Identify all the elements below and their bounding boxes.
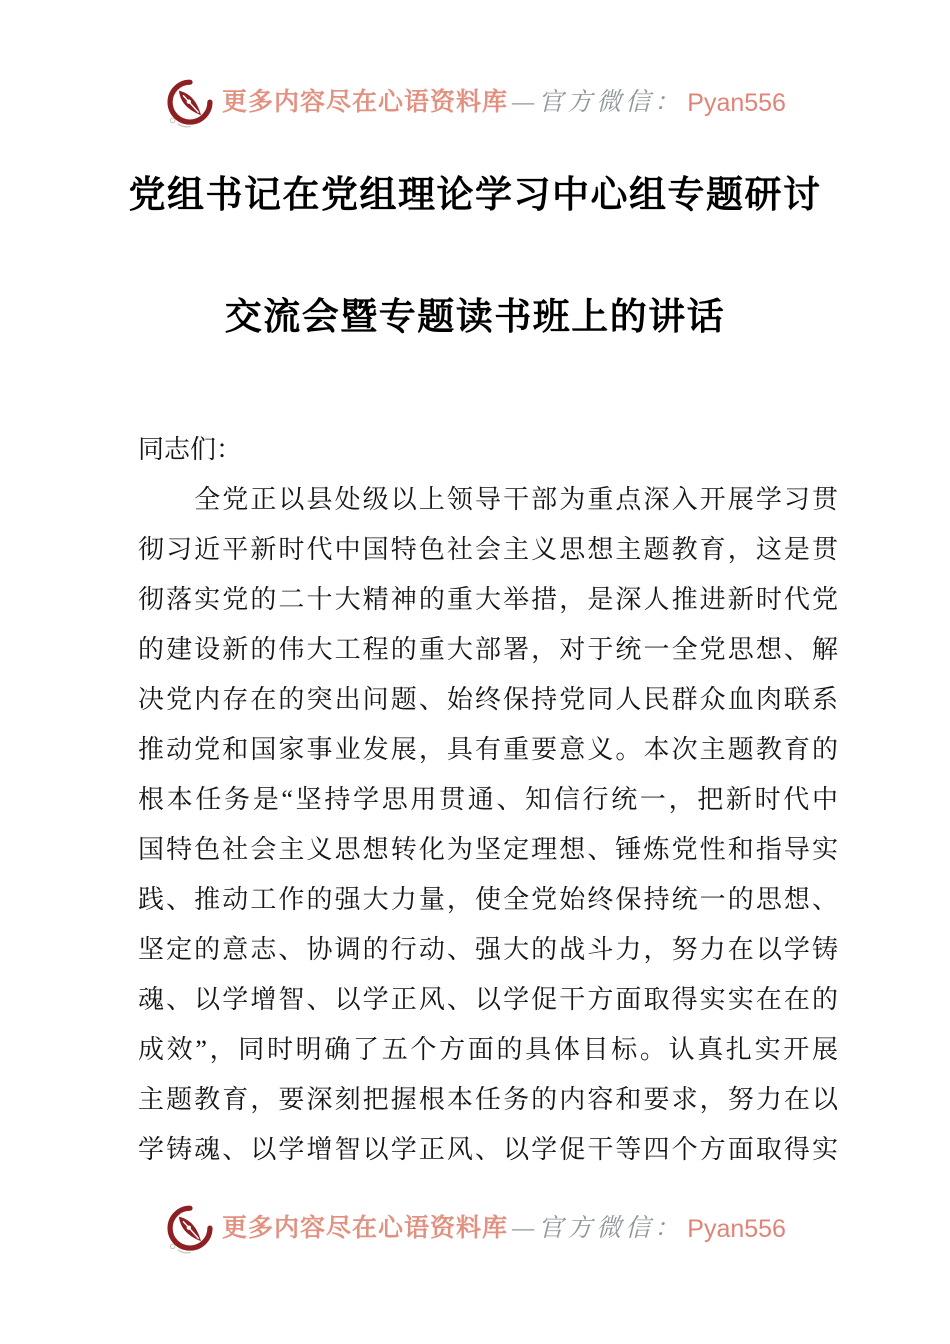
footer-watermark xyxy=(0,1200,950,1258)
salutation: 同志们： xyxy=(138,435,243,464)
body-line: 决党内存在的突出问题、始终保持党同人民群众血肉联系 xyxy=(138,685,838,714)
body-line: 魂、以学增智、以学正风、以学促干方面取得实实在在的 xyxy=(138,985,838,1014)
body-line: 全党正以县处级以上领导干部为重点深入开展学习贯 xyxy=(138,485,838,514)
body-line: 推动党和国家事业发展，具有重要意义。本次主题教育的 xyxy=(138,735,838,764)
body-line: 彻落实党的二十大精神的重大举措，是深人推进新时代党 xyxy=(138,585,838,614)
watermark-text-main: 更多内容尽在心语资料库 xyxy=(222,89,509,116)
document-title-line-1: 党组书记在党组理论学习中心组专题研讨 xyxy=(128,175,822,216)
pen-circle-logo-icon xyxy=(164,74,216,132)
watermark-text-separator: —官方微信： xyxy=(512,1215,684,1242)
watermark-text-separator: —官方微信： xyxy=(512,89,684,116)
watermark-wechat-id: Pyan556 xyxy=(687,89,786,117)
header-watermark xyxy=(0,74,950,132)
body-line: 坚定的意志、协调的行动、强大的战斗力，努力在以学铸 xyxy=(138,935,838,964)
body-line: 根本任务是“坚持学思用贯通、知信行统一，把新时代中 xyxy=(138,785,838,814)
body-line: 践、推动工作的强大力量，使全党始终保持统一的思想、 xyxy=(138,885,838,914)
watermark-text-main: 更多内容尽在心语资料库 xyxy=(222,1215,509,1242)
body-line: 主题教育，要深刻把握根本任务的内容和要求，努力在以 xyxy=(138,1085,838,1114)
body-line: 成效”，同时明确了五个方面的具体目标。认真扎实开展 xyxy=(138,1035,838,1064)
document-title-line-2: 交流会暨专题读书班上的讲话 xyxy=(224,297,726,338)
body-paragraph xyxy=(138,475,838,1175)
body-line: 学铸魂、以学增智以学正风、以学促干等四个方面取得实 xyxy=(138,1135,838,1164)
watermark-wechat-id: Pyan556 xyxy=(687,1215,786,1243)
document-body xyxy=(138,425,838,1175)
pen-circle-logo-icon xyxy=(164,1200,216,1258)
body-line: 的建设新的伟大工程的重大部署，对于统一全党思想、解 xyxy=(138,635,838,664)
body-line: 国特色社会主义思想转化为坚定理想、锤炼党性和指导实 xyxy=(138,835,838,864)
body-line: 彻习近平新时代中国特色社会主义思想主题教育，这是贯 xyxy=(138,535,838,564)
